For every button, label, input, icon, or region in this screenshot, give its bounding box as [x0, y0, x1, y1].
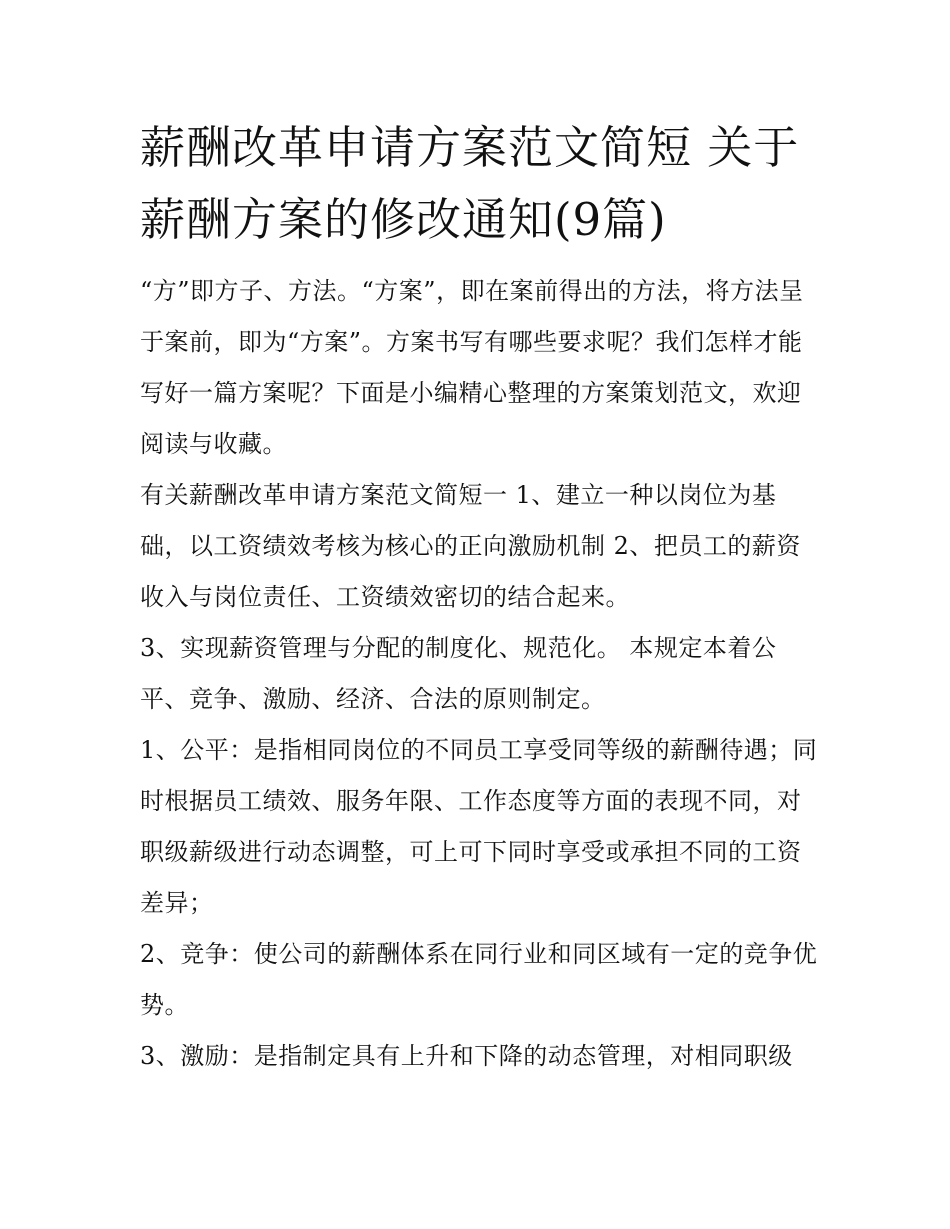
paragraph-incentive: 3、激励：是指制定具有上升和下降的动态管理，对相同职级	[140, 1042, 793, 1070]
paragraph-intro: “方”即方子、方法。“方案”，即在案前得出的方法，将方法呈于案前，即为“方案”。方案书写有哪些要求呢？我们怎样才能写好一篇方案呢？下面是小编精心整理的方案策划范文，欢迎阅读与收藏。	[140, 277, 804, 458]
paragraph-item-3-principles: 3、实现薪资管理与分配的制度化、规范化。 本规定本着公平、竞争、激励、经济、合法的原则制定。	[140, 634, 777, 713]
paragraph-competition: 2、竞争：使公司的薪酬体系在同行业和同区域有一定的竞争优势。	[140, 940, 818, 1019]
document-title: 薪酬改革申请方案范文简短 关于薪酬方案的修改通知(9篇)	[140, 121, 800, 246]
document-page	[140, 112, 820, 1082]
paragraph-section-one: 有关薪酬改革申请方案范文简短一 1、建立一种以岗位为基础，以工资绩效考核为核心的正向激励机制 2、把员工的薪资收入与岗位责任、工资绩效密切的结合起来。	[140, 481, 801, 611]
paragraph-fairness: 1、公平：是指相同岗位的不同员工享受同等级的薪酬待遇；同时根据员工绩效、服务年限、工作态度等方面的表现不同，对职级薪级进行动态调整，可上可下同时享受或承担不同的工资差异；	[140, 736, 818, 917]
